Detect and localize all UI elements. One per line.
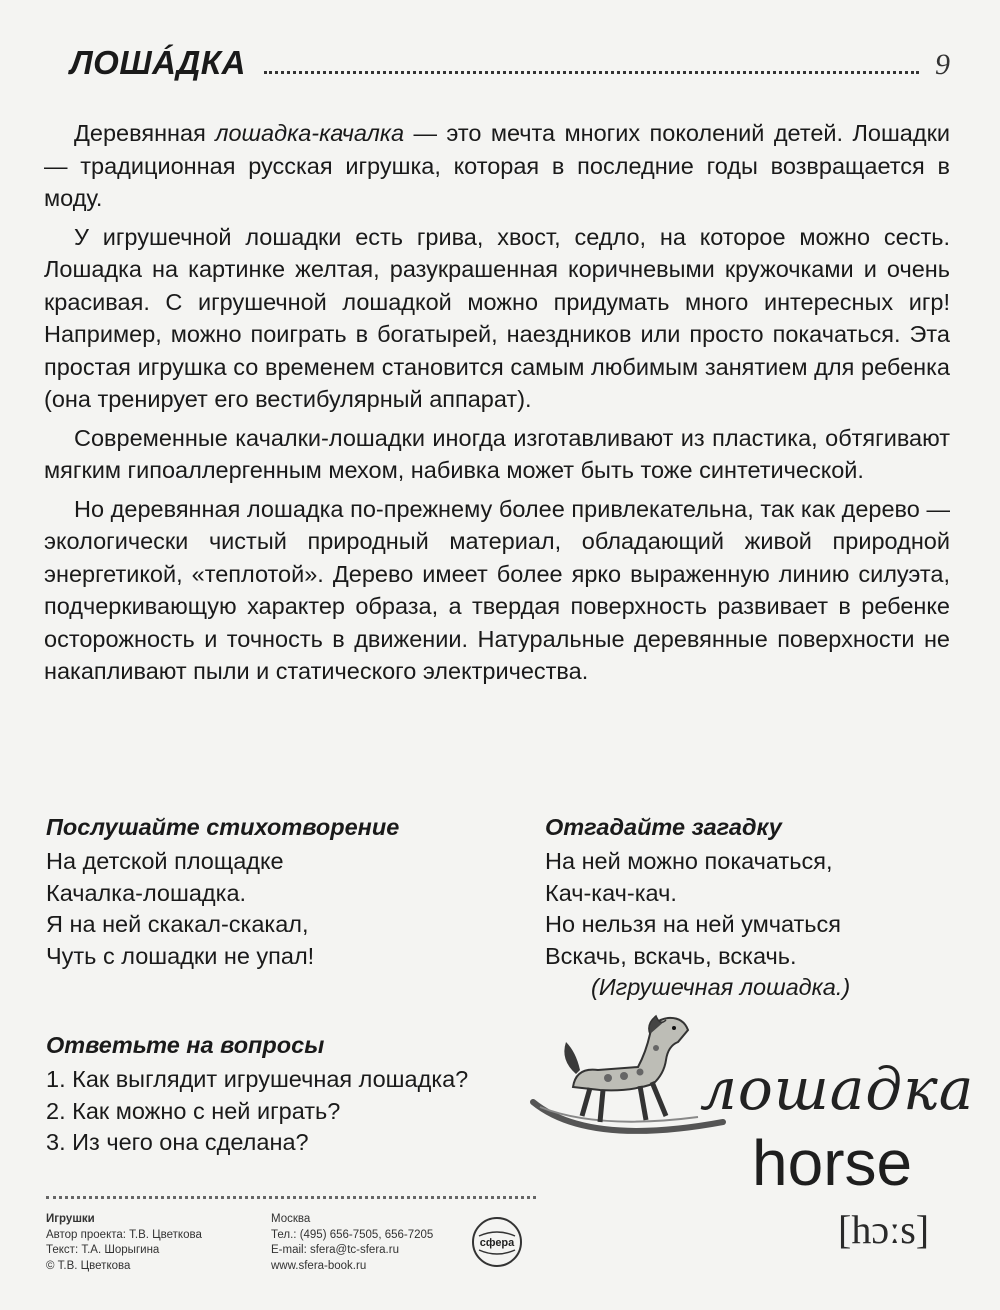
riddle-line: На ней можно покачаться, xyxy=(545,848,833,874)
sfera-logo-text: сфера xyxy=(479,1237,515,1249)
footer-copyright: © Т.В. Цветкова xyxy=(46,1259,131,1272)
riddle-section xyxy=(545,812,965,1004)
questions-section xyxy=(46,1030,546,1159)
rocking-horse-illustration xyxy=(528,1012,728,1152)
sfera-logo xyxy=(471,1216,523,1268)
question-item: 1. Как выглядит игрушечная лошадка? xyxy=(46,1066,469,1092)
footer-series: Игрушки xyxy=(46,1213,95,1225)
footer-credits xyxy=(46,1212,266,1274)
footer-site: www.sfera-book.ru xyxy=(271,1259,367,1272)
footer xyxy=(46,1212,546,1282)
horse-leg xyxy=(652,1082,666,1116)
russian-script-word: лошадка xyxy=(700,1055,975,1123)
footer-city: Москва xyxy=(271,1213,311,1225)
poem-line: Чуть с лошадки не упал! xyxy=(46,942,315,969)
paragraph-1: Деревянная лошадка-качалка — это мечта многих поколений детей. Лошадки — традиционная русская игрушка, которая в последние годы возвращается в моду. xyxy=(44,120,950,211)
question-item: 2. Как можно с ней играть? xyxy=(46,1097,341,1124)
page-number: 9 xyxy=(935,48,950,81)
emphasis-rocking-horse: лошадка-качалка xyxy=(215,120,405,146)
footer-author: Автор проекта: Т.В. Цветкова xyxy=(46,1228,202,1241)
page-title: ЛОШÁДКА xyxy=(70,44,246,81)
horse-spot xyxy=(604,1074,612,1082)
horse-body xyxy=(573,1018,688,1090)
paragraph-2: У игрушечной лошадки есть грива, хвост, седло, на которое можно сесть. Лошадка на картинке желтая, разукрашенная коричневыми кружочками и очень красивая. С игрушечной лошадкой можно придумать много интересных игр! Например, можно поиграть в богатырей, наездников или просто покачаться. Эта простая игрушка со временем становится самым любимым занятием для ребенка (она тренирует его вестибулярный аппарат). xyxy=(44,223,950,412)
horse-spot xyxy=(653,1045,659,1051)
poem-line: На детской площадке xyxy=(46,848,284,874)
paragraph-4: Но деревянная лошадка по-прежнему более привлекательна, так как дерево — экологически чистый природный материал, обладающий живой природной энергетикой, «теплотой». Дерево имеет более ярко выраженную линию силуэта, подчеркивающую характер образа, а твердая поверхность развивает в ребенке осторожность и точность в движении. Натуральные деревянные поверхности не накапливают пыли и статического электричества. xyxy=(44,495,950,684)
paragraph-3: Современные качалки-лошадки иногда изготавливают из пластика, обтягивают мягким гипоаллергенным мехом, набивка может быть тоже синтетической. xyxy=(44,424,950,483)
riddle-heading: Отгадайте загадку xyxy=(545,814,782,840)
header-dotted-leader xyxy=(264,49,919,74)
article-body xyxy=(44,117,950,694)
footer-text-author: Текст: Т.А. Шорыгина xyxy=(46,1244,160,1256)
footer-contacts xyxy=(271,1212,471,1274)
questions-heading: Ответьте на вопросы xyxy=(46,1032,325,1058)
horse-spot xyxy=(637,1069,644,1076)
question-item: 3. Из чего она сделана? xyxy=(46,1129,309,1155)
horse-leg xyxy=(640,1086,646,1120)
horse-tail xyxy=(564,1042,580,1074)
poem-heading: Послушайте стихотворение xyxy=(46,814,400,840)
riddle-line: Кач-кач-кач. xyxy=(545,879,677,906)
page-header xyxy=(70,44,950,94)
poem-line: Качалка-лошадка. xyxy=(46,879,247,906)
footer-divider xyxy=(46,1196,536,1199)
english-word: horse xyxy=(752,1127,913,1199)
riddle-line: Но нельзя на ней умчаться xyxy=(545,911,842,937)
horse-leg xyxy=(582,1088,590,1116)
riddle-answer: (Игрушечная лошадка.) xyxy=(591,974,851,1000)
footer-phone: Тел.: (495) 656-7505, 656-7205 xyxy=(271,1228,434,1241)
riddle-line: Вскачь, вскачь, вскачь. xyxy=(545,942,797,969)
horse-spot xyxy=(620,1072,628,1080)
horse-leg xyxy=(600,1090,603,1122)
transcription: [hɔːs] xyxy=(838,1207,930,1252)
horse-eye xyxy=(672,1026,676,1030)
footer-email: E-mail: sfera@tc-sfera.ru xyxy=(271,1244,399,1256)
poem-line: Я на ней скакал-скакал, xyxy=(46,911,309,937)
poem-section xyxy=(46,812,496,972)
